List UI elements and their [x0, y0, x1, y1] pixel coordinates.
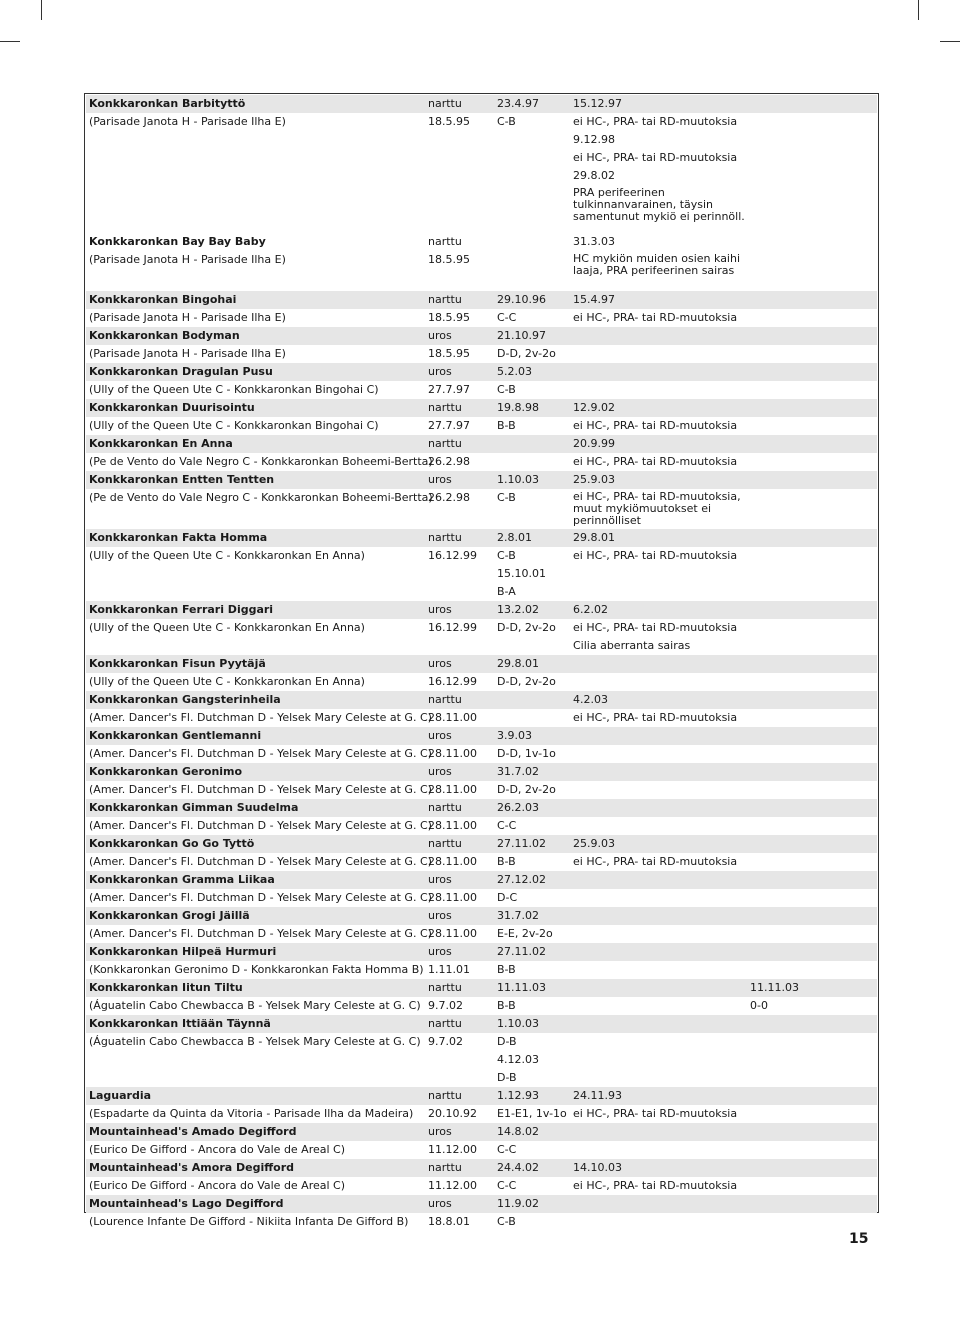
cell-c1: (Pe de Vento do Vale Negro C - Konkkaronkan Boheemi-Bertta): [89, 491, 433, 504]
cell-c4: 14.10.03: [573, 1161, 622, 1174]
cell-c2: 28.11.00: [428, 711, 477, 724]
cell-c4: 4.2.03: [573, 693, 608, 706]
cell-c2: uros: [428, 909, 452, 922]
table-row: [86, 1195, 877, 1213]
cell-c2: uros: [428, 1125, 452, 1138]
cell-c3: 15.10.01: [497, 567, 546, 580]
cell-c1: Konkkaronkan Grogi Jäillä: [89, 909, 250, 922]
table-row: [86, 763, 877, 781]
table-row: [86, 1069, 877, 1087]
cell-c3: 11.11.03: [497, 981, 546, 994]
cell-c1: (Lourence Infante De Gifford - Nikiita Infanta De Gifford B): [89, 1215, 409, 1228]
cell-c1: Konkkaronkan Gentlemanni: [89, 729, 262, 742]
cell-c2: 20.10.92: [428, 1107, 477, 1120]
cell-c3: 27.12.02: [497, 873, 546, 886]
cell-c4: 31.3.03: [573, 235, 615, 248]
cell-c3: 19.8.98: [497, 401, 539, 414]
cell-c2: 26.2.98: [428, 455, 470, 468]
cell-c1: Konkkaronkan Go Go Tyttö: [89, 837, 255, 850]
cell-c3: D-D, 2v-2o: [497, 347, 556, 360]
cell-c2: uros: [428, 365, 452, 378]
cell-c1: (Amer. Dancer's Fl. Dutchman D - Yelsek Mary Celeste at G. C): [89, 927, 432, 940]
table-row: [86, 637, 877, 655]
table-row: [86, 817, 877, 835]
cell-c4: 25.9.03: [573, 837, 615, 850]
table-row: [86, 889, 877, 907]
cell-c4: 24.11.93: [573, 1089, 622, 1102]
cell-c1: (Ully of the Queen Ute C - Konkkaronkan En Anna): [89, 675, 365, 688]
cell-c2: 16.12.99: [428, 549, 477, 562]
table-row: [86, 655, 877, 673]
cell-c1: (Águatelin Cabo Chewbacca B - Yelsek Mary Celeste at G. C): [89, 999, 421, 1012]
cell-c1: (Ully of the Queen Ute C - Konkkaronkan En Anna): [89, 621, 365, 634]
table-row: [86, 1177, 877, 1195]
cell-c1: (Amer. Dancer's Fl. Dutchman D - Yelsek Mary Celeste at G. C): [89, 711, 432, 724]
table-row: [86, 727, 877, 745]
table-row: [86, 961, 877, 979]
crop-mark: [0, 41, 20, 42]
cell-c2: uros: [428, 473, 452, 486]
cell-c1: Konkkaronkan Duurisointu: [89, 401, 255, 414]
cell-c4: ei HC-, PRA- tai RD-muutoksia: [573, 311, 738, 324]
cell-c1: (Amer. Dancer's Fl. Dutchman D - Yelsek Mary Celeste at G. C): [89, 747, 432, 760]
cell-c3: C-B: [497, 383, 516, 396]
cell-c1: Konkkaronkan Hilpeä Hurmuri: [89, 945, 277, 958]
cell-c4: ei HC-, PRA- tai RD-muutoksia: [573, 419, 738, 432]
table-row: [86, 435, 877, 453]
cell-c1: (Amer. Dancer's Fl. Dutchman D - Yelsek Mary Celeste at G. C): [89, 891, 432, 904]
cell-c2: narttu: [428, 837, 462, 850]
cell-c4: ei HC-, PRA- tai RD-muutoksia: [573, 455, 738, 468]
table-row: [86, 1213, 877, 1231]
cell-c3: 31.7.02: [497, 765, 539, 778]
cell-c4: 15.12.97: [573, 97, 622, 110]
table-row: [86, 781, 877, 799]
cell-c2: 18.5.95: [428, 253, 470, 266]
table-row: [86, 489, 877, 529]
results-table: [84, 93, 879, 1228]
cell-c1: (Águatelin Cabo Chewbacca B - Yelsek Mary Celeste at G. C): [89, 1035, 421, 1048]
cell-c1: Konkkaronkan En Anna: [89, 437, 233, 450]
cell-c2: 28.11.00: [428, 855, 477, 868]
cell-c3: D-C: [497, 891, 518, 904]
table-row: [86, 1159, 877, 1177]
cell-c1: Mountainhead's Amora Degifford: [89, 1161, 294, 1174]
cell-c3: D-D, 2v-2o: [497, 783, 556, 796]
cell-c2: uros: [428, 873, 452, 886]
cell-c3: 1.10.03: [497, 1017, 539, 1030]
cell-c1: (Parisade Janota H - Parisade Ilha E): [89, 347, 286, 360]
cell-c1: Laguardia: [89, 1089, 152, 1102]
cell-c2: 28.11.00: [428, 783, 477, 796]
table-row: [86, 1087, 877, 1105]
cell-c5: 0-0: [750, 999, 768, 1012]
cell-c2: narttu: [428, 1089, 462, 1102]
table-row: [86, 95, 877, 113]
cell-c2: 28.11.00: [428, 927, 477, 940]
cell-c1: Konkkaronkan Ittiään Täynnä: [89, 1017, 271, 1030]
cell-c2: narttu: [428, 235, 462, 248]
cell-c2: 9.7.02: [428, 999, 463, 1012]
cell-c2: narttu: [428, 437, 462, 450]
cell-c2: 27.7.97: [428, 383, 470, 396]
cell-c2: 11.12.00: [428, 1179, 477, 1192]
cell-c3: 27.11.02: [497, 945, 546, 958]
table-row: [86, 345, 877, 363]
cell-c3: D-B: [497, 1071, 517, 1084]
cell-c2: 28.11.00: [428, 891, 477, 904]
cell-c2: uros: [428, 945, 452, 958]
cell-c3: D-D, 2v-2o: [497, 621, 556, 634]
cell-c3: C-C: [497, 1143, 517, 1156]
cell-c3: 2.8.01: [497, 531, 532, 544]
cell-c1: Konkkaronkan Fisun Pyytäjä: [89, 657, 266, 670]
cell-c4: Cilia aberranta sairas: [573, 639, 691, 652]
cell-c3: C-C: [497, 311, 517, 324]
cell-c4: 29.8.02: [573, 169, 615, 182]
cell-c3: 29.8.01: [497, 657, 539, 670]
cell-c2: 28.11.00: [428, 747, 477, 760]
cell-c2: 9.7.02: [428, 1035, 463, 1048]
cell-c1: Konkkaronkan Bay Bay Baby: [89, 235, 266, 248]
cell-c3: 23.4.97: [497, 97, 539, 110]
cell-c1: (Ully of the Queen Ute C - Konkkaronkan Bingohai C): [89, 383, 379, 396]
table-row: [86, 1015, 877, 1033]
cell-c3: E1-E1, 1v-1o: [497, 1107, 567, 1120]
table-row: [86, 453, 877, 471]
cell-c3: C-B: [497, 549, 516, 562]
cell-c3: C-B: [497, 1215, 516, 1228]
cell-c3: C-C: [497, 819, 517, 832]
cell-c2: 11.12.00: [428, 1143, 477, 1156]
cell-c3: 3.9.03: [497, 729, 532, 742]
cell-c3: 11.9.02: [497, 1197, 539, 1210]
cell-c3: E-E, 2v-2o: [497, 927, 553, 940]
table-row: [86, 619, 877, 637]
cell-c2: uros: [428, 729, 452, 742]
cell-c2: narttu: [428, 1161, 462, 1174]
cell-c4: HC mykiön muiden osien kaihi laaja, PRA perifeerinen sairas: [573, 252, 741, 277]
page-number: 15: [849, 1231, 869, 1247]
table-row: [86, 363, 877, 381]
table-row: [86, 583, 877, 601]
table-row: [86, 691, 877, 709]
crop-mark: [918, 0, 919, 20]
cell-c3: 1.10.03: [497, 473, 539, 486]
cell-c2: 16.12.99: [428, 675, 477, 688]
cell-c2: narttu: [428, 693, 462, 706]
table-row: [86, 417, 877, 435]
cell-c3: B-B: [497, 855, 516, 868]
cell-c1: Konkkaronkan Fakta Homma: [89, 531, 268, 544]
cell-c2: 27.7.97: [428, 419, 470, 432]
table-row: [86, 167, 877, 185]
cell-c1: (Ully of the Queen Ute C - Konkkaronkan En Anna): [89, 549, 365, 562]
cell-c3: C-B: [497, 491, 516, 504]
table-row: [86, 291, 877, 309]
cell-c4: 12.9.02: [573, 401, 615, 414]
table-row: [86, 835, 877, 853]
cell-c2: 18.5.95: [428, 347, 470, 360]
cell-c3: 26.2.03: [497, 801, 539, 814]
crop-mark: [41, 0, 42, 20]
table-row: [86, 149, 877, 167]
cell-c1: (Konkkaronkan Geronimo D - Konkkaronkan Fakta Homma B): [89, 963, 424, 976]
table-row: [86, 1141, 877, 1159]
cell-c3: D-D, 2v-2o: [497, 675, 556, 688]
cell-c4: 20.9.99: [573, 437, 615, 450]
cell-c1: Konkkaronkan Gramma Liikaa: [89, 873, 275, 886]
table-row: [86, 233, 877, 251]
cell-c1: Konkkaronkan Gangsterinheila: [89, 693, 281, 706]
cell-c4: ei HC-, PRA- tai RD-muutoksia: [573, 115, 738, 128]
cell-c3: 24.4.02: [497, 1161, 539, 1174]
cell-c3: B-B: [497, 419, 516, 432]
cell-c1: (Espadarte da Quinta da Vitoria - Parisade Ilha da Madeira): [89, 1107, 414, 1120]
table-row: [86, 997, 877, 1015]
cell-c1: (Ully of the Queen Ute C - Konkkaronkan Bingohai C): [89, 419, 379, 432]
cell-c4: 6.2.02: [573, 603, 608, 616]
cell-c1: (Parisade Janota H - Parisade Ilha E): [89, 115, 286, 128]
cell-c1: (Eurico De Gifford - Ancora do Vale de Areal C): [89, 1179, 346, 1192]
table-row: [86, 925, 877, 943]
cell-c1: Konkkaronkan Barbityttö: [89, 97, 246, 110]
cell-c1: (Pe de Vento do Vale Negro C - Konkkaronkan Boheemi-Bertta): [89, 455, 433, 468]
table-row: [86, 471, 877, 489]
cell-c4: ei HC-, PRA- tai RD-muutoksia: [573, 621, 738, 634]
cell-c4: ei HC-, PRA- tai RD-muutoksia: [573, 1179, 738, 1192]
table-row: [86, 529, 877, 547]
cell-c3: B-A: [497, 585, 516, 598]
cell-c1: (Amer. Dancer's Fl. Dutchman D - Yelsek Mary Celeste at G. C): [89, 783, 432, 796]
table-row: [86, 1051, 877, 1069]
cell-c3: D-B: [497, 1035, 517, 1048]
table-row: [86, 1033, 877, 1051]
cell-c3: B-B: [497, 999, 516, 1012]
cell-c2: narttu: [428, 1017, 462, 1030]
table-row: [86, 327, 877, 345]
cell-c1: (Amer. Dancer's Fl. Dutchman D - Yelsek Mary Celeste at G. C): [89, 819, 432, 832]
cell-c3: 29.10.96: [497, 293, 546, 306]
cell-c2: 16.12.99: [428, 621, 477, 634]
table-row: [86, 565, 877, 583]
cell-c3: 4.12.03: [497, 1053, 539, 1066]
cell-c1: Konkkaronkan Dragulan Pusu: [89, 365, 273, 378]
cell-c4: ei HC-, PRA- tai RD-muutoksia: [573, 549, 738, 562]
cell-c2: 18.5.95: [428, 311, 470, 324]
table-row: [86, 185, 877, 233]
cell-c1: Mountainhead's Amado Degifford: [89, 1125, 297, 1138]
cell-c1: (Eurico De Gifford - Ancora do Vale de Areal C): [89, 1143, 346, 1156]
cell-c3: C-C: [497, 1179, 517, 1192]
table-row: [86, 251, 877, 291]
table-row: [86, 943, 877, 961]
table-row: [86, 1123, 877, 1141]
cell-c2: uros: [428, 657, 452, 670]
cell-c3: 27.11.02: [497, 837, 546, 850]
cell-c4: ei HC-, PRA- tai RD-muutoksia: [573, 1107, 738, 1120]
table-row: [86, 799, 877, 817]
cell-c3: 5.2.03: [497, 365, 532, 378]
cell-c2: 26.2.98: [428, 491, 470, 504]
cell-c3: 21.10.97: [497, 329, 546, 342]
cell-c3: B-B: [497, 963, 516, 976]
cell-c1: Mountainhead's Lago Degifford: [89, 1197, 284, 1210]
cell-c3: 13.2.02: [497, 603, 539, 616]
table-row: [86, 601, 877, 619]
cell-c2: 18.5.95: [428, 115, 470, 128]
cell-c3: C-B: [497, 115, 516, 128]
cell-c2: uros: [428, 765, 452, 778]
table-row: [86, 745, 877, 763]
cell-c2: narttu: [428, 293, 462, 306]
cell-c5: 11.11.03: [750, 981, 799, 994]
cell-c2: 18.8.01: [428, 1215, 470, 1228]
cell-c1: (Parisade Janota H - Parisade Ilha E): [89, 311, 286, 324]
table-row: [86, 1105, 877, 1123]
table-row: [86, 709, 877, 727]
table-row: [86, 979, 877, 997]
cell-c3: 14.8.02: [497, 1125, 539, 1138]
cell-c4: ei HC-, PRA- tai RD-muutoksia: [573, 151, 738, 164]
table-row: [86, 381, 877, 399]
cell-c2: narttu: [428, 401, 462, 414]
cell-c1: Konkkaronkan Ferrari Diggari: [89, 603, 274, 616]
cell-c2: narttu: [428, 97, 462, 110]
cell-c2: 1.11.01: [428, 963, 470, 976]
cell-c3: 1.12.93: [497, 1089, 539, 1102]
table-row: [86, 871, 877, 889]
cell-c1: Konkkaronkan Bodyman: [89, 329, 240, 342]
table-row: [86, 131, 877, 149]
cell-c2: uros: [428, 603, 452, 616]
cell-c1: Konkkaronkan Geronimo: [89, 765, 243, 778]
cell-c4: ei HC-, PRA- tai RD-muutoksia, muut mykiömuutokset ei perinnölliset: [573, 490, 741, 527]
cell-c4: 25.9.03: [573, 473, 615, 486]
cell-c1: Konkkaronkan Entten Tentten: [89, 473, 275, 486]
table-row: [86, 907, 877, 925]
cell-c2: uros: [428, 329, 452, 342]
cell-c2: narttu: [428, 531, 462, 544]
cell-c2: 28.11.00: [428, 819, 477, 832]
cell-c1: Konkkaronkan Bingohai: [89, 293, 237, 306]
cell-c4: 15.4.97: [573, 293, 615, 306]
table-row: [86, 547, 877, 565]
cell-c4: PRA perifeerinen tulkinnanvarainen, täysin samentunut mykiö ei perinnöll.: [573, 186, 745, 223]
table-row: [86, 113, 877, 131]
cell-c2: uros: [428, 1197, 452, 1210]
crop-mark: [940, 41, 960, 42]
cell-c2: narttu: [428, 981, 462, 994]
table-row: [86, 853, 877, 871]
cell-c4: 9.12.98: [573, 133, 615, 146]
cell-c2: narttu: [428, 801, 462, 814]
table-row: [86, 673, 877, 691]
cell-c1: (Amer. Dancer's Fl. Dutchman D - Yelsek Mary Celeste at G. C): [89, 855, 432, 868]
cell-c3: 31.7.02: [497, 909, 539, 922]
cell-c1: Konkkaronkan Iitun Tiltu: [89, 981, 243, 994]
cell-c4: ei HC-, PRA- tai RD-muutoksia: [573, 711, 738, 724]
table-row: [86, 309, 877, 327]
cell-c1: Konkkaronkan Gimman Suudelma: [89, 801, 299, 814]
cell-c3: D-D, 1v-1o: [497, 747, 556, 760]
table-row: [86, 399, 877, 417]
cell-c4: ei HC-, PRA- tai RD-muutoksia: [573, 855, 738, 868]
cell-c1: (Parisade Janota H - Parisade Ilha E): [89, 253, 286, 266]
cell-c4: 29.8.01: [573, 531, 615, 544]
